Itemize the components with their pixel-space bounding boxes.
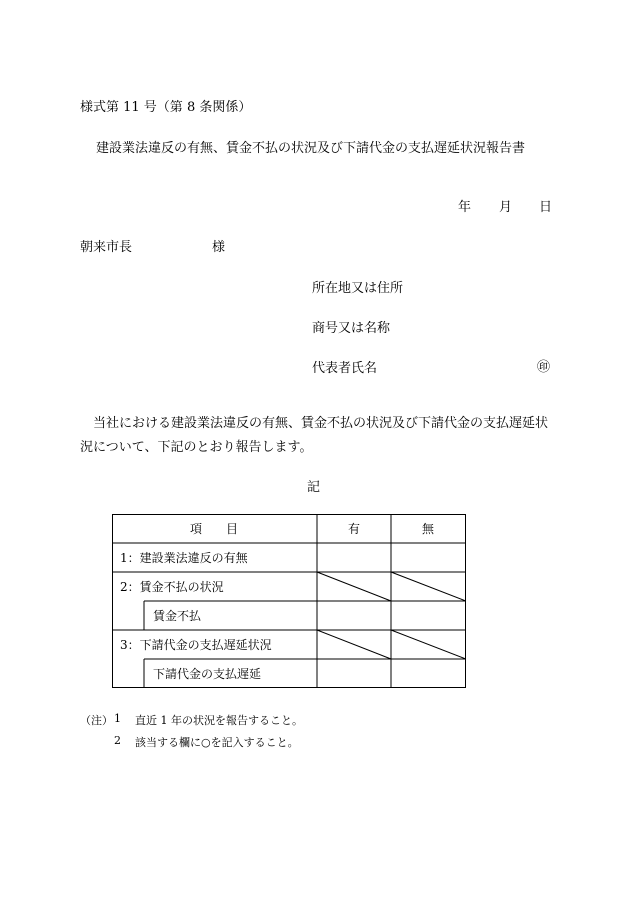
form-number: 様式第 11 号（第 8 条関係） <box>80 100 252 115</box>
date-month-label: 月 <box>499 200 513 215</box>
report-table <box>112 514 466 688</box>
page-title: 建設業法違反の有無、賃金不払の状況及び下請代金の支払遅延状況報告書 <box>96 141 526 156</box>
diagonal-yes-row2 <box>317 572 391 601</box>
header-item: 項 目 <box>189 522 239 536</box>
diagonal-yes-row4 <box>317 630 391 659</box>
representative-label: 代表者氏名 <box>312 361 378 376</box>
address-label: 所在地又は住所 <box>312 281 404 296</box>
header-yes: 有 <box>347 522 361 536</box>
date-year-label: 年 <box>458 200 472 215</box>
table-row-label: 3：下請代金の支払遅延状況 <box>120 638 272 652</box>
note-prefix: （注） <box>80 714 113 727</box>
addressee-honorific: 様 <box>212 240 226 255</box>
table-row-label: 賃金不払 <box>153 609 202 623</box>
note-2-text: 該当する欄に○を記入すること。 <box>135 736 299 749</box>
note-1-text: 直近 1 年の状況を報告すること。 <box>135 714 303 727</box>
ki-heading: 記 <box>307 480 321 495</box>
seal-mark: ㊞ <box>537 360 551 375</box>
company-name-label: 商号又は名称 <box>312 321 391 336</box>
date-day-label: 日 <box>539 200 553 215</box>
table-row-label: 下請代金の支払遅延 <box>153 667 262 681</box>
body-text <box>80 412 560 460</box>
diagonal-no-row4 <box>391 630 466 659</box>
table-row-label: 2：賃金不払の状況 <box>120 580 224 594</box>
body-text-content: 当社における建設業法違反の有無、賃金不払の状況及び下請代金の支払遅延状況について、下記のとおり報告します。 <box>80 416 549 455</box>
addressee-name: 朝来市長 <box>80 240 133 255</box>
header-no: 無 <box>421 522 435 536</box>
table-row-label: 1：建設業法違反の有無 <box>120 551 248 565</box>
note-1-number: 1 <box>114 712 121 725</box>
note-2-number: 2 <box>114 734 121 747</box>
diagonal-no-row2 <box>391 572 466 601</box>
